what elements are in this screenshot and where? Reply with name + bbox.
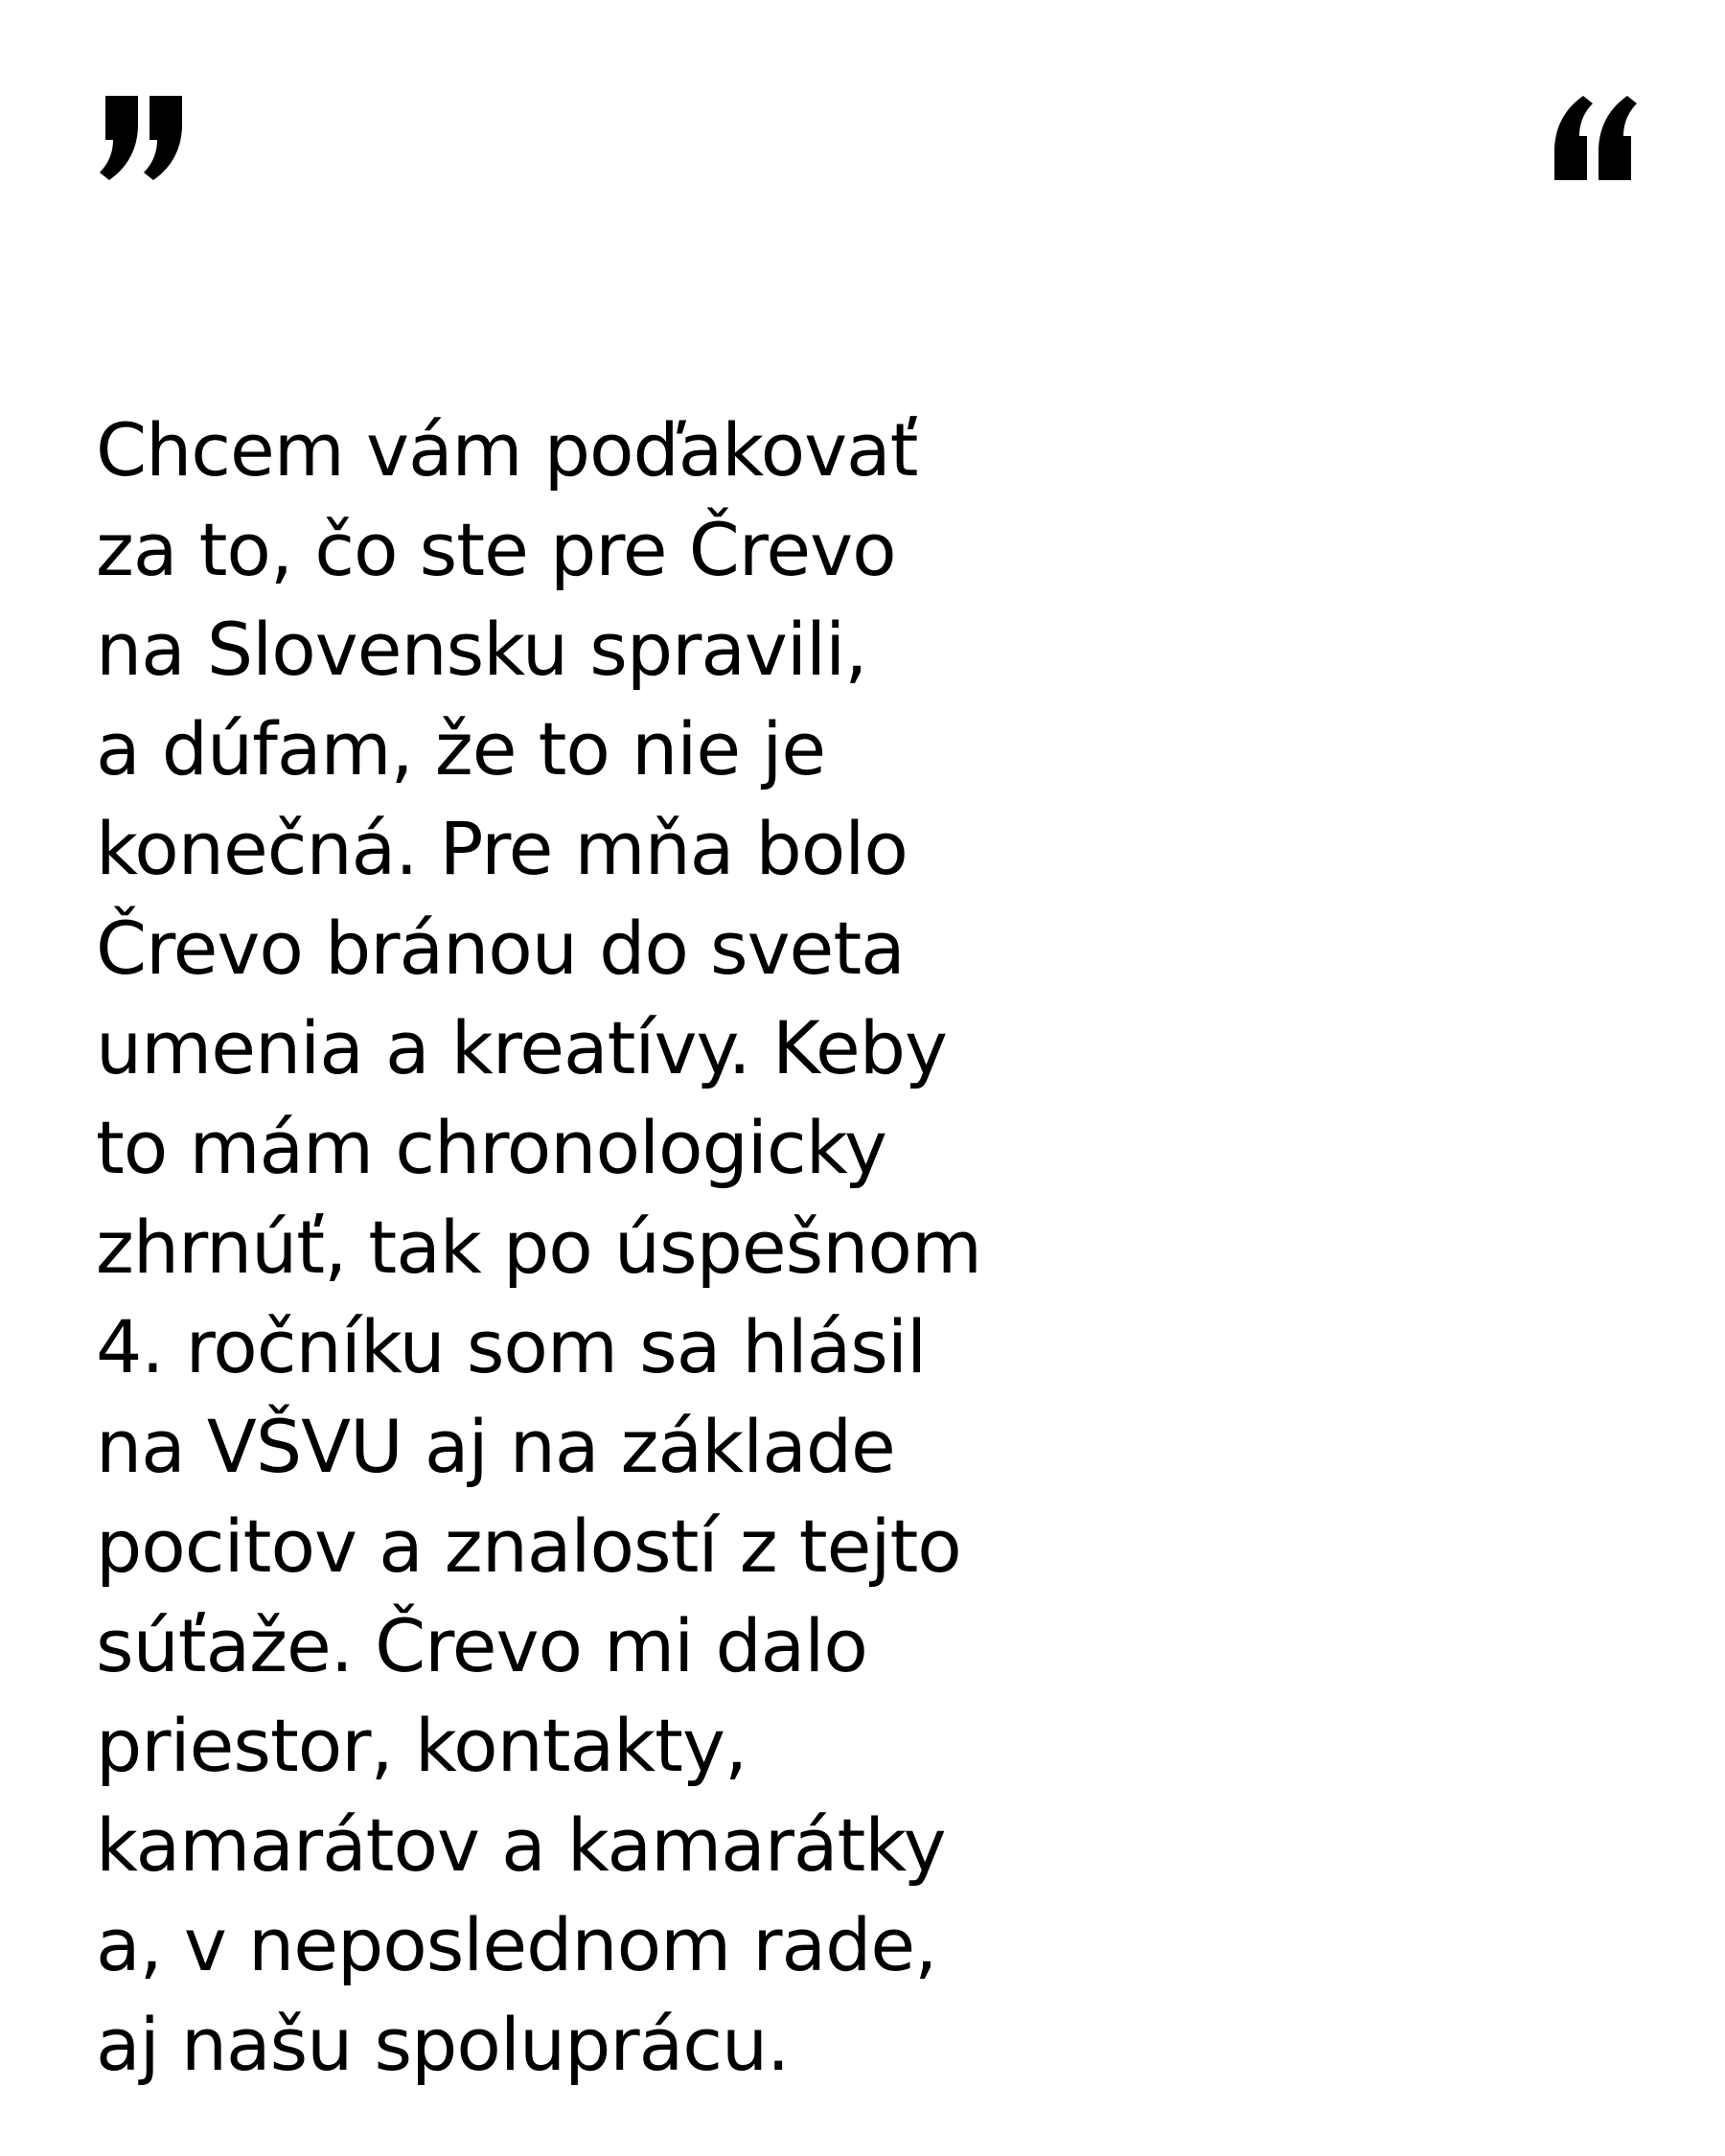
quote-text bbox=[96, 401, 1054, 2095]
quote-line: pocitov a znalostí z tejto bbox=[96, 1503, 961, 1589]
quote-line: aj našu spoluprácu. bbox=[96, 2002, 790, 2087]
quote-line: 4. ročníku som sa hlásil bbox=[96, 1304, 927, 1389]
quote-line: konečná. Pre mňa bolo bbox=[96, 806, 908, 891]
quote-line: umenia a kreatívy. Keby bbox=[96, 1005, 947, 1090]
quote-line: a, v neposlednom rade, bbox=[96, 1902, 937, 1987]
quote-line: priestor, kontakty, bbox=[96, 1703, 748, 1788]
quote-line: na Slovensku spravili, bbox=[96, 607, 867, 692]
closing-double-quote-icon bbox=[96, 96, 192, 180]
quote-line: za to, čo ste pre Črevo bbox=[96, 507, 896, 592]
quote-line: na VŠVU aj na základe bbox=[96, 1404, 895, 1489]
opening-double-quote-icon bbox=[1545, 96, 1641, 180]
quote-line: a dúfam, že to nie je bbox=[96, 706, 826, 791]
quote-line: súťaže. Črevo mi dalo bbox=[96, 1603, 867, 1688]
quote-line: kamarátov a kamarátky bbox=[96, 1802, 946, 1888]
quote-line: zhrnúť, tak po úspešnom bbox=[96, 1204, 981, 1290]
quote-line: Črevo bránou do sveta bbox=[96, 906, 905, 991]
quote-line: to mám chronologicky bbox=[96, 1105, 886, 1190]
quote-line: Chcem vám poďakovať bbox=[96, 407, 918, 493]
